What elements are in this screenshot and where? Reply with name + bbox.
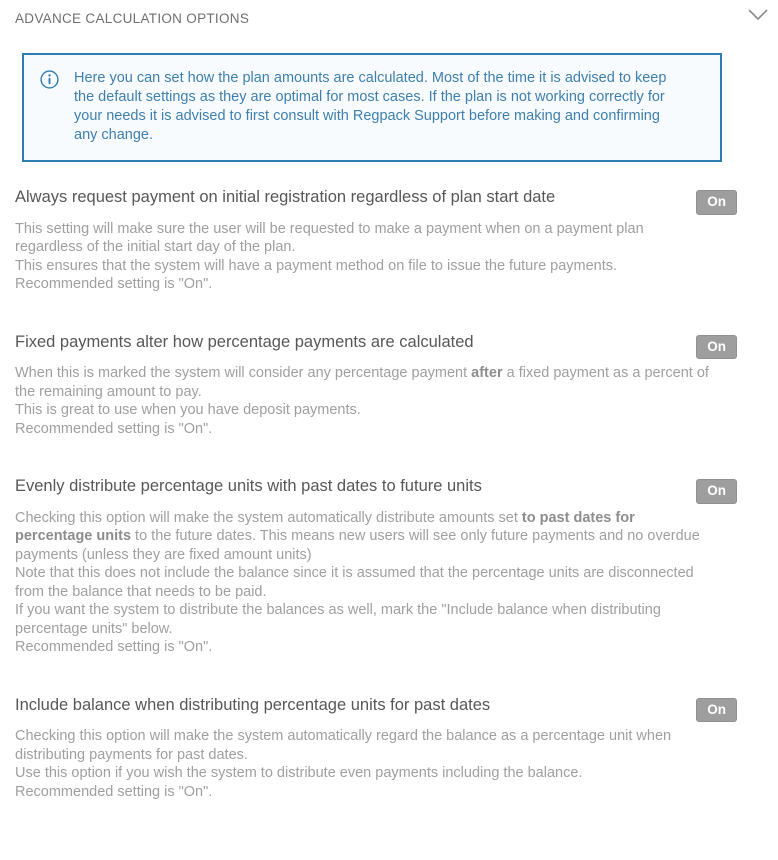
info-icon — [40, 70, 59, 89]
setting-head — [15, 188, 737, 215]
setting-description: This setting will make sure the user will be requested to make a payment when on a payment plan regardless of the initial start day of the plan. This ensures that the system will have a payment method on file to issue the future payments. Recommended setting is "On". — [15, 220, 644, 292]
panel-title: ADVANCE CALCULATION OPTIONS — [15, 11, 250, 26]
setting-section — [15, 696, 737, 802]
setting-section — [15, 333, 737, 439]
setting-section — [15, 188, 737, 294]
info-text: Here you can set how the plan amounts are calculated. Most of the time it is advised to keep the default settings as they are optimal for most cases. If the plan is not working correctly for your needs it is advised to first consult with Regpack Support before making and confirming any change. — [74, 70, 667, 143]
setting-head — [15, 333, 737, 360]
setting-title: Evenly distribute percentage units with past dates to future units — [15, 477, 482, 495]
setting-head — [15, 477, 737, 504]
setting-description: Checking this option will make the system automatically regard the balance as a percentage unit when distributing payments for past dates. Use this option if you wish the system to distribute even payments including the balance. Recommended setting is "On". — [15, 728, 672, 800]
setting-section — [15, 477, 737, 657]
setting-description: When this is marked the system will consider any percentage payment after a fixed payment as a percent of the remaining amount to pay. This is great to use when you have deposit payments. Recommended setting is "On". — [15, 365, 709, 437]
toggle-on-button[interactable]: On — [696, 190, 737, 215]
toggle-on-button[interactable]: On — [696, 335, 737, 360]
toggle-on-button[interactable]: On — [696, 698, 737, 723]
setting-head — [15, 696, 737, 723]
panel-header — [15, 8, 768, 26]
setting-title: Fixed payments alter how percentage payments are calculated — [15, 332, 474, 351]
info-box — [22, 53, 722, 162]
setting-title: Always request payment on initial registration regardless of plan start date — [15, 188, 556, 206]
settings-list — [15, 188, 737, 801]
chevron-down-icon[interactable] — [748, 9, 768, 21]
setting-title: Include balance when distributing percentage units for past dates — [15, 695, 491, 714]
setting-description: Checking this option will make the system automatically distribute amounts set to past dates for percentage units to the future dates. This means new users will see only future payments and no overdue payments (unless they are fixed amount units) Note that this does not include the balance since it is assumed that the percentage units are disconnected from the balance that needs to be paid. If you want the system to distribute the balances as well, mark the "Include balance when distributing percentage units" below. Recommended setting is "On". — [15, 509, 700, 655]
toggle-on-button[interactable]: On — [696, 479, 737, 504]
